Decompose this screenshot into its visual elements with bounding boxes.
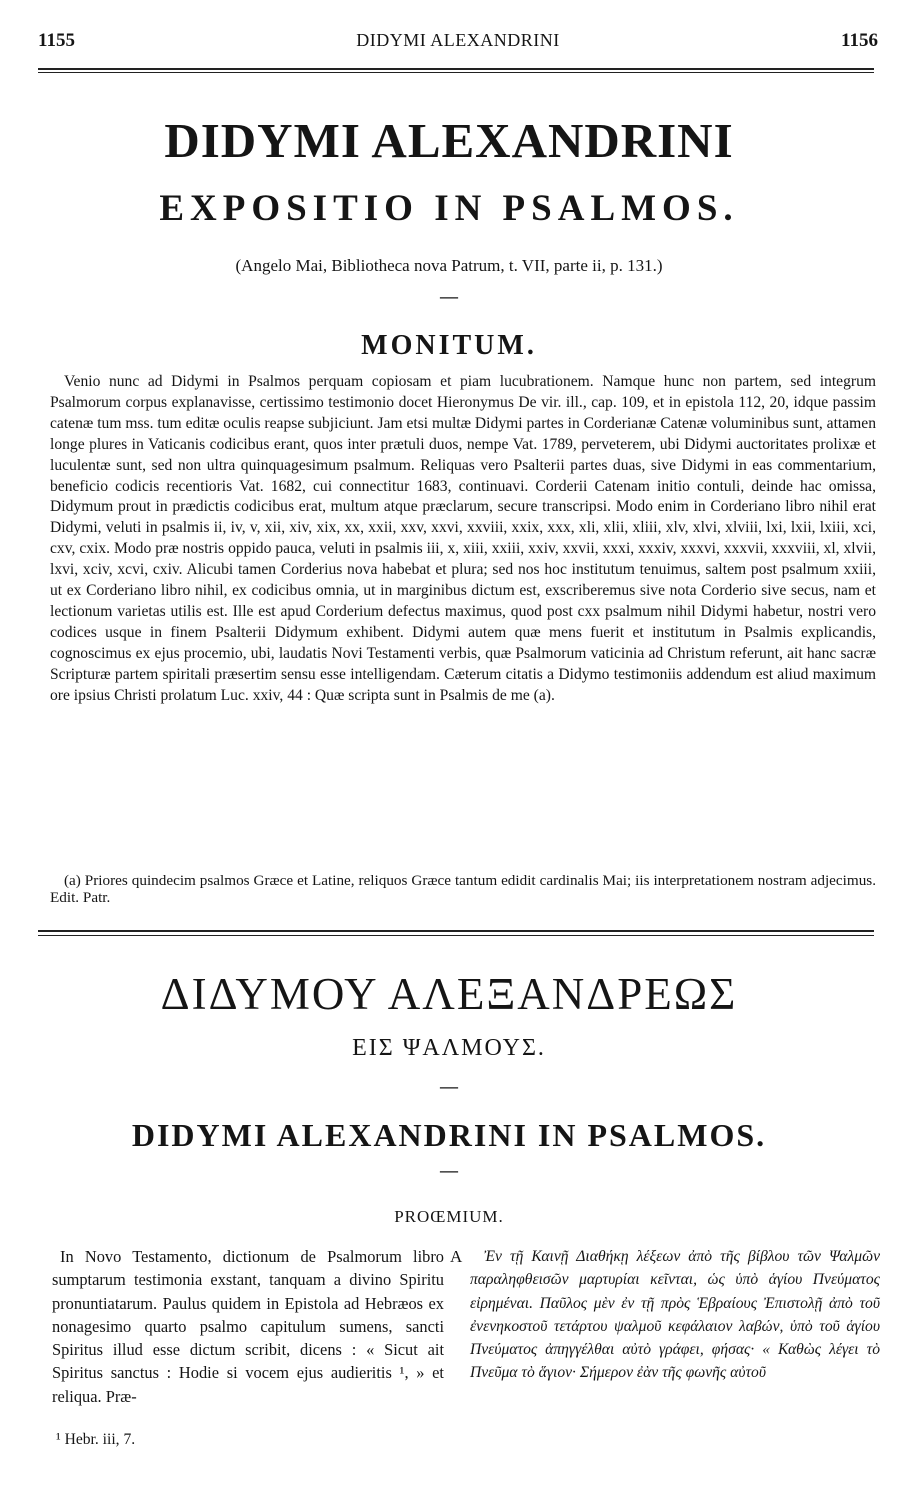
scripture-footnote: ¹ Hebr. iii, 7. <box>56 1431 136 1448</box>
section-rule <box>38 930 874 932</box>
header-rule-thin <box>38 72 874 73</box>
greek-column-text: Ἐν τῇ Καινῇ Διαθήκῃ λέξεων ἀπὸ τῆς βίβλου τῶν Ψαλμῶν παραληφθεισῶν μαρτυρίαι κεῖνται, ὡς ὑπὸ ἁγίου Πνεύματος εἰρημέναι. Παῦλος μὲν ἐν τῇ πρὸς Ἑβραίους Ἐπιστολῇ ἀπὸ τοῦ ἐνενηκοστοῦ τετάρτου ψαλμοῦ κεφάλαιον λαβών, ὑπὸ τοῦ ἁγίου Πνεύματος ἀπηγγέλθαι αὐτὸ γράφει, φήσας· « Καθὼς λέγει τὸ Πνεῦμα τὸ ἅγιον· Σήμερον ἐὰν τῆς φωνῆς αὐτοῦ <box>470 1248 880 1382</box>
latin-column-text: In Novo Testamento, dictionum de Psalmorum libro sumptarum testimonia exstant, tanquam a divino Spiritu pronuntiatarum. Paulus quidem in Epistola ad Hebræos ex nonagesimo quarto psalmo capitulum sumens, sancti Spiritus illud esse dictum scribit, dicens : « Sicut ait Spiritus sanctus : Hodie si vocem ejus audieritis ¹, » et reliqua. Præ- <box>52 1247 444 1406</box>
column-marker: A <box>450 1247 463 1266</box>
citation: (Angelo Mai, Bibliotheca nova Patrum, t. VII, parte ii, p. 131.) <box>235 256 663 275</box>
greek-title: ΔΙΔΥΜΟΥ ΑΛΕΞΑΝΔΡΕΩΣ <box>160 969 738 1019</box>
monitum-heading: MONITUM. <box>361 330 537 361</box>
running-title: DIDYMI ALEXANDRINI <box>356 30 560 50</box>
separator-dash-3: — <box>440 1160 458 1180</box>
left-column-number: 1155 <box>38 30 75 51</box>
procemium-heading: PROŒMIUM. <box>394 1207 504 1226</box>
separator-dash: — <box>440 286 458 306</box>
running-head <box>38 30 878 60</box>
editor-footnote: (a) Priores quindecim psalmos Græce et Latine, reliquos Græce tantum edidit cardinalis Mai; iis interpretationem nostram adjecimus. Edit. Patr. <box>50 872 876 906</box>
separator-dash-2: — <box>440 1076 458 1096</box>
main-title: DIDYMI ALEXANDRINI <box>164 113 734 168</box>
greek-subtitle: ΕΙΣ ΨΑΛΜΟΥΣ. <box>352 1035 546 1061</box>
latin-title: DIDYMI ALEXANDRINI IN PSALMOS. <box>131 1117 767 1153</box>
monitum-text: Venio nunc ad Didymi in Psalmos perquam copiosam et piam lucubrationem. Namque hunc non partem, sed integrum Psalmorum corpus explanavisse, certissimo testimonio docet Hieronymus De vir. ill., cap. 109, et in epistola 112, 20, idque passim catenæ tum mss. tum editæ oculis reapse subjiciunt. Jam etsi multæ Didymi partes in Corderianæ Catenæ voluminibus sunt, attamen longe plures in Vaticanis codicibus erant, quos inter prætuli duos, nempe Vat. 1789, perveterem, ubi Didymi auctoritates prolixæ et luculentæ sunt, sed non ultra quinquagesimum psalmum. Reliquas vero Psalterii partes duas, sive Didymi in eas commentarium, beneficio codicis recentioris Vat. 1682, cui connectitur 1683, continuavi. Corderii Catenam initio contuli, deinde hac omissa, Didymum prout in prædictis codicibus erat, multum atque præclarum, secure transcripsi. Modo enim in Corderiano libro nihil erat Didymi, veluti in psalmis ii, iv, v, xii, xiv, xix, xx, xxii, xxv, xxvi, xxviii, xxix, xxx, xli, xlii, xliii, xlv, xlvi, xlviii, lxi, lxii, lxiii, xci, cxv, cxix. Modo præ nostris oppido pauca, veluti in psalmis iii, x, xiii, xxiii, xxiv, xxvii, xxxi, xxxiv, xxxvi, xxxvii, xxxviii, xl, xlvii, lxvi, xciv, xcvi, cxiv. Alicubi tamen Corderius nova habebat et plura; sed nos hoc institutum tenuimus, saltem post psalmum xxiii, ut ex Corderiano libro nihil, ex codicibus omnia, ut in marginibus dictum est, exscriberemus sive nota Corderio sive secus, nam et lectionum varietas utilis est. Ille est apud Corderium defectus maximus, quod post cxx psalmum nihil Didymi habetur, nostri vero codices usque in finem Psalterii Didymum exhibent. Didymi autem quæ mens fuerit et institutum in Psalmis explicandis, cognoscimus ex ejus procemio, ubi, laudatis Novi Testamenti verbis, quæ Psalmorum vaticinia ad Christum referunt, ait hanc sacræ Scripturæ partem spiritali præsertim sensu esse intelligendam. Cæterum citatis a Didymo testimoniis addendum est aliud maximum ore ipsius Christi prolatum Luc. xxiv, 44 : Quæ scripta sunt in Psalmis de me (a). <box>50 373 876 704</box>
right-column-number: 1156 <box>841 30 878 51</box>
section-rule-thin <box>38 935 874 936</box>
header-rule <box>38 68 874 70</box>
subtitle: EXPOSITIO IN PSALMOS. <box>159 188 739 229</box>
